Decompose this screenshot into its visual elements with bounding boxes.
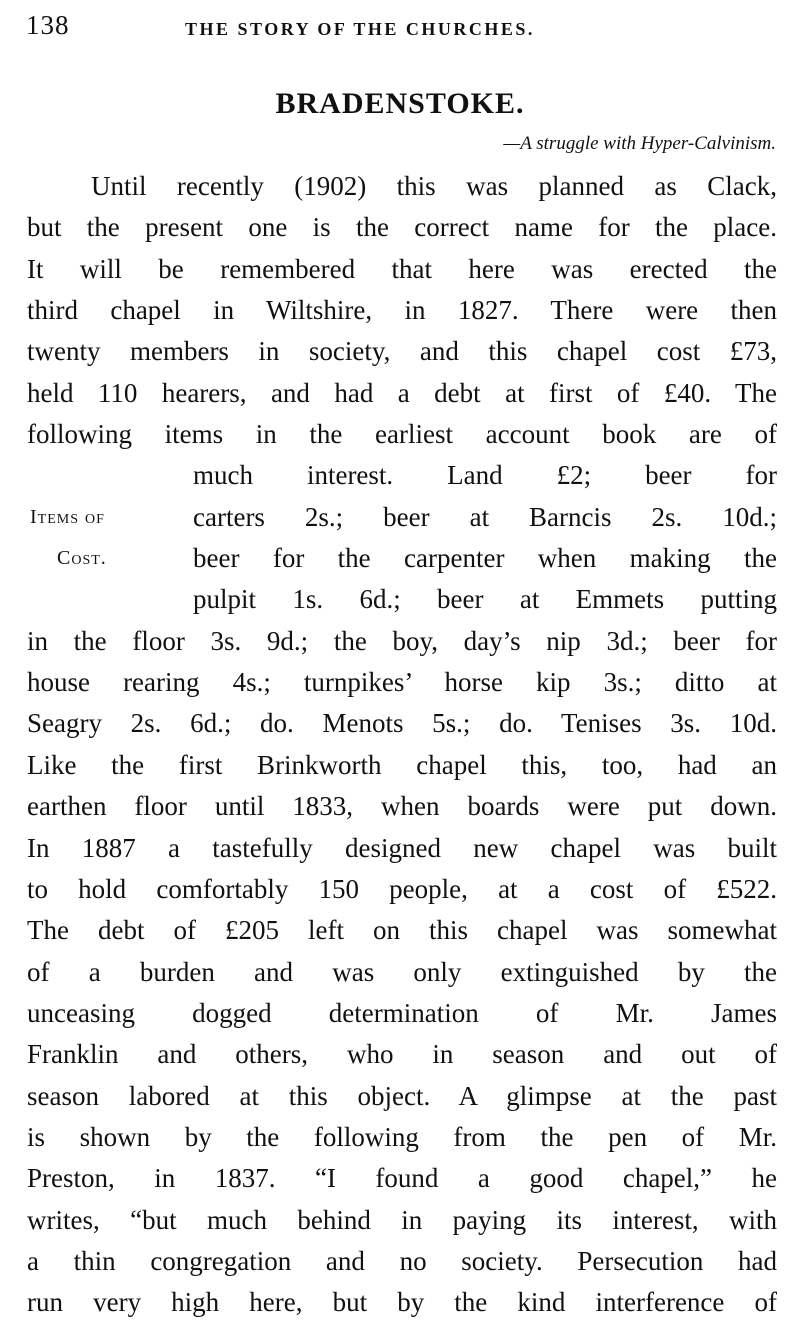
section-subtitle: —A struggle with Hyper-Calvinism. [503, 133, 776, 154]
text-line: writes, “but much behind in paying its interest, with [27, 1204, 777, 1235]
text-line: is shown by the following from the pen of Mr. [27, 1121, 777, 1152]
text-line: In 1887 a tastefully designed new chapel was built [27, 832, 777, 863]
text-line: following items in the earliest account book are of [27, 419, 777, 450]
text-line: pulpit 1s. 6d.; beer at Emmets putting [193, 584, 777, 615]
text-line: house rearing 4s.; turnpikes’ horse kip 3s.; ditto at [27, 667, 777, 698]
section-title: BRADENSTOKE. [275, 87, 525, 120]
text-line: a thin congregation and no society. Persecution had [27, 1245, 777, 1276]
text-line: twenty members in society, and this chapel cost £73, [27, 336, 777, 367]
text-line: of a burden and was only extinguished by the [27, 956, 777, 987]
running-head [0, 6, 800, 42]
body-text [27, 166, 777, 1324]
text-line: held 110 hearers, and had a debt at first of £40. The [27, 377, 777, 408]
text-line: Until recently (1902) this was planned as Clack, [91, 171, 777, 201]
text-line: beer for the carpenter when making the [193, 543, 777, 574]
text-line: The debt of £205 left on this chapel was somewhat [27, 915, 777, 946]
text-line: in the floor 3s. 9d.; the boy, day’s nip 3d.; beer for [27, 625, 777, 656]
text-line: Franklin and others, who in season and out of [27, 1039, 777, 1070]
text-line: run very high here, but by the kind interference of [27, 1287, 777, 1318]
margin-note-line-2: Cost. [57, 547, 107, 570]
text-line: Preston, in 1837. “I found a good chapel,” he [27, 1163, 777, 1194]
text-line: much interest. Land £2; beer for [193, 460, 777, 491]
margin-note-line-1: Items of [30, 506, 105, 528]
running-title: THE STORY OF THE CHURCHES. [185, 19, 535, 39]
text-line: to hold comfortably 150 people, at a cost of £522. [27, 873, 777, 904]
text-line: unceasing dogged determination of Mr. James [27, 997, 777, 1028]
text-line: season labored at this object. A glimpse at the past [27, 1080, 777, 1111]
text-line: carters 2s.; beer at Barncis 2s. 10d.; [193, 501, 777, 532]
text-line: earthen floor until 1833, when boards were put down. [27, 791, 777, 822]
page-number: 138 [26, 10, 70, 40]
text-line: It will be remembered that here was erected the [27, 253, 777, 284]
text-line: Seagry 2s. 6d.; do. Menots 5s.; do. Tenises 3s. 10d. [27, 708, 777, 739]
text-line: Like the first Brinkworth chapel this, too, had an [27, 749, 777, 780]
text-line: third chapel in Wiltshire, in 1827. There were then [27, 295, 777, 326]
text-line: but the present one is the correct name for the place. [27, 212, 777, 243]
